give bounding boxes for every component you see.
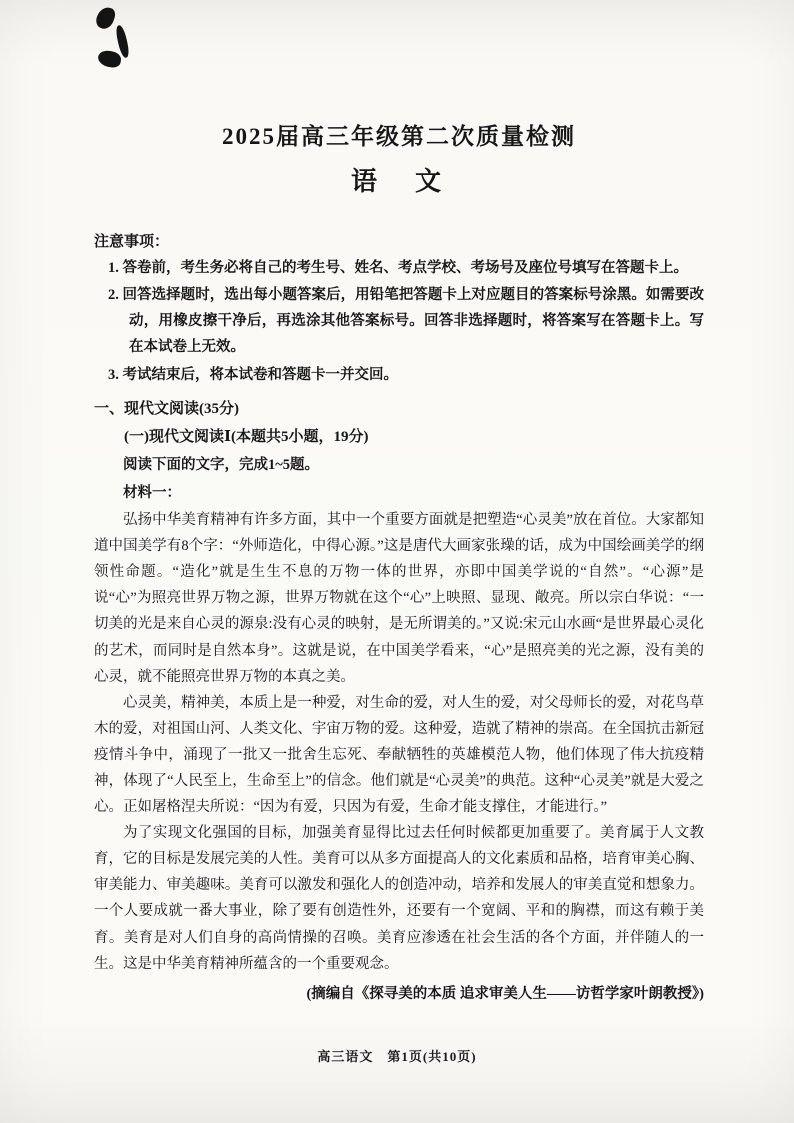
reading-section (94, 396, 704, 1008)
material-paragraph-2: 心灵美，精神美，本质上是一种爱，对生命的爱，对人生的爱，对父母师长的爱，对花鸟草木的爱，对祖国山河、人类文化、宇宙万物的爱。这种爱，造就了精神的崇高。在全国抗击新冠疫情斗争中，涌现了一批又一批舍生忘死、奉献牺牲的英雄模范人物，他们体现了伟大抗疫精神，体现了“人民至上，生命至上”的信念。他们就是“心灵美”的典范。这种“心灵美”就是大爱之心。正如屠格涅夫所说：“因为有爱，只因为有爱，生命才能支撑住，才能进行。” (94, 694, 704, 816)
page-footer: 高三语文 第1页(共10页) (317, 1049, 477, 1064)
page-title: 2025届高三年级第二次质量检测 (222, 124, 576, 149)
notice-item-1: 1. 答卷前，考生务必将自己的考生号、姓名、考点学校、考场号及座位号填写在答题卡上。 (108, 259, 688, 276)
notice-block (94, 230, 704, 388)
section-heading: 一、现代文阅读(35分) (94, 401, 239, 418)
notice-item-3: 3. 考试结束后，将本试卷和答题卡一并交回。 (108, 366, 398, 383)
subject-title: 语 文 (350, 167, 447, 196)
notice-items (108, 256, 704, 389)
material-paragraph-3: 为了实现文化强国的目标，加强美育显得比过去任何时候都更加重要了。美育属于人文教育，它的目标是发展完美的人性。美育可以从多方面提高人的文化素质和品格，培育审美心胸、审美能力、审美趣味。美育可以激发和强化人的创造冲动，培养和发展人的审美直觉和想象力。一个人要成就一番大事业，除了要有创造性外，还要有一个宽阔、平和的胸襟，而这有赖于美育。美育是对人们自身的高尚情操的召唤。美育应渗透在社会生活的各个方面，并伴随人的一生。这是中华美育精神所蕴含的一个重要观念。 (94, 825, 704, 972)
section-instruction: 阅读下面的文字，完成1~5题。 (123, 456, 320, 473)
source-attribution: (摘编自《探寻美的本质 追求审美人生——访哲学家叶朗教授》) (306, 985, 704, 1002)
notice-item-2: 2. 回答选择题时，选出每小题答案后，用铅笔把答题卡上对应题目的答案标号涂黑。如需要改动，用橡皮擦干净后，再选涂其他答案标号。回答非选择题时，将答案写在答题卡上。写在本试卷上无效。 (108, 287, 704, 355)
material-label: 材料一： (123, 484, 181, 501)
material-paragraph-1: 弘扬中华美育精神有许多方面，其中一个重要方面就是把塑造“心灵美”放在首位。大家都知道中国美学有8个字：“外师造化，中得心源。”这是唐代大画家张璪的话，成为中国绘画美学的纲领性命题。“造化”就是生生不息的万物一体的世界，亦即中国美学说的“自然”。“心源”是说“心”为照亮世界万物之源，世界万物就在这个“心”上映照、显现、敞亮。所以宗白华说：“一切美的光是来自心灵的源泉:没有心灵的映射，是无所谓美的。”又说:宋元山水画“是世界最心灵化的艺术，而同时是自然本身”。这就是说，在中国美学看来，“心”是照亮美的光之源，没有美的心灵，就不能照亮世界万物的本真之美。 (94, 512, 704, 685)
notice-heading: 注意事项： (94, 234, 170, 250)
section-subheading: (一)现代文阅读Ⅰ(本题共5小题，19分) (124, 429, 369, 446)
